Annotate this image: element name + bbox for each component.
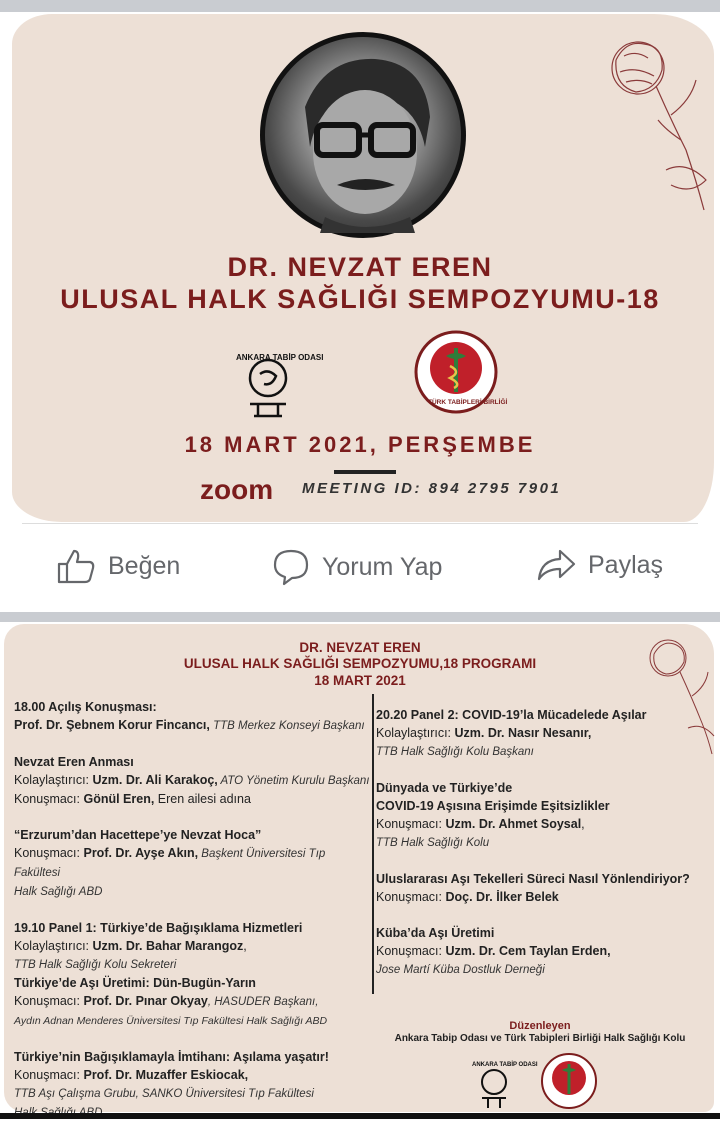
post-action-bar <box>0 540 720 600</box>
turk-tabipleri-birligi-small-logo <box>540 1052 598 1110</box>
post-title-line1: DR. NEVZAT EREN <box>227 252 493 282</box>
organizer-label: Düzenleyen <box>509 1020 571 1032</box>
date-underline <box>334 470 396 474</box>
share-button[interactable] <box>536 548 663 582</box>
thumbs-up-icon <box>56 548 96 584</box>
top-separator <box>0 0 720 12</box>
portrait-photo <box>260 32 466 238</box>
event-date: 18 MART 2021, PERŞEMBE <box>184 432 536 457</box>
session-cuba-vaccine: Küba’da Aşı Üretimi Konuşmacı: Uzm. Dr. Cem Taylan Erden, Jose Martí Küba Dostluk Derneği <box>376 926 611 976</box>
program-header-line1: DR. NEVZAT EREN <box>299 640 421 655</box>
share-arrow-icon <box>536 548 576 582</box>
session-panel-1: 19.10 Panel 1: Türkiye’de Bağışıklama Hizmetleri Kolaylaştırıcı: Uzm. Dr. Bahar Marangoz, TTB Halk Sağlığı Kolu Sekreteri Türkiye’de Aşı Üretimi: Dün-Bugün-Yarın Konuşmacı: Prof. Dr. Pınar Okyay, HASUDER Başkanı, Aydın Adnan Menderes Üniversitesi Tıp Fakültesi Halk Sağlığı ABD <box>14 921 328 1027</box>
program-header-line3: 18 MART 2021 <box>314 673 406 688</box>
comment-bubble-icon <box>272 548 310 586</box>
program-right-column <box>376 706 712 979</box>
program-column-divider <box>372 694 374 994</box>
session-immunization-test: Türkiye’nin Bağışıklamayla İmtihanı: Aşılama yaşatır! Konuşmacı: Prof. Dr. Muzaffer Eskiocak, TTB Aşı Çalışma Grubu, SANKO Üniversitesi Tıp Fakültesi <box>14 1050 329 1100</box>
session-vaccine-monopolies: Uluslararası Aşı Tekelleri Süreci Nasıl Yönlendiriyor? Konuşmacı: Doç. Dr. İlker Belek <box>376 872 690 904</box>
session-opening: 18.00 Açılış Konuşması: Prof. Dr. Şebnem Korur Fincancı, TTB Merkez Konseyi Başkanı <box>14 700 365 732</box>
ankara-tabip-odasi-small-logo <box>468 1052 538 1112</box>
session-panel-2: 20.20 Panel 2: COVID-19’la Mücadelede Aşılar Kolaylaştırıcı: Uzm. Dr. Nasır Nesanır, TTB Halk Sağlığı Kolu Başkanı <box>376 708 647 758</box>
comment-button[interactable] <box>272 548 442 586</box>
share-label: Paylaş <box>588 550 664 579</box>
session-covid-inequality: Dünyada ve Türkiye’de COVID-19 Aşısına Erişimde Eşitsizlikler Konuşmacı: Uzm. Dr. Ahmet Soysal, TTB Halk Sağlığı Kolu <box>376 781 610 849</box>
bottom-edge <box>0 1113 720 1119</box>
meeting-id: MEETING ID: 894 2795 7901 <box>302 480 562 497</box>
like-button[interactable] <box>56 548 180 584</box>
post-title-line2: ULUSAL HALK SAĞLIĞI SEMPOZYUMU-18 <box>60 284 660 314</box>
post-divider <box>22 523 698 524</box>
program-left-column <box>14 698 370 1122</box>
like-label: Beğen <box>108 551 181 580</box>
comment-label: Yorum Yap <box>322 552 443 581</box>
ankara-tabip-odasi-logo <box>228 334 338 424</box>
turk-tabipleri-birligi-logo <box>414 330 508 414</box>
zoom-logo: zoom <box>200 474 274 505</box>
svg-text:ANKARA TABİP ODASI: ANKARA TABİP ODASI <box>472 1062 538 1068</box>
post-separator <box>0 612 720 622</box>
svg-text:TÜRK TABİPLERİ BİRLİĞİ: TÜRK TABİPLERİ BİRLİĞİ <box>428 399 508 406</box>
program-header-line2: ULUSAL HALK SAĞLIĞI SEMPOZYUMU,18 PROGRAMI <box>183 656 537 671</box>
session-memorial: Nevzat Eren Anması Kolaylaştırıcı: Uzm. Dr. Ali Karakoç, ATO Yönetim Kurulu Başkanı Konuşmacı: Gönül Eren, Eren ailesi adına <box>14 755 370 806</box>
session-erzurum-hacettepe: “Erzurum’dan Hacettepe’ye Nevzat Hoca” Konuşmacı: Prof. Dr. Ayşe Akın, Başkent Üniversitesi Tıp Fakültesi Halk Sağlığı ABD <box>14 828 326 898</box>
svg-text:ANKARA TABİP ODASI: ANKARA TABİP ODASI <box>236 353 324 362</box>
organizer-names: Ankara Tabip Odası ve Türk Tabipleri Birliği Halk Sağlığı Kolu <box>394 1033 686 1044</box>
carnation-flower-illustration <box>596 20 716 220</box>
